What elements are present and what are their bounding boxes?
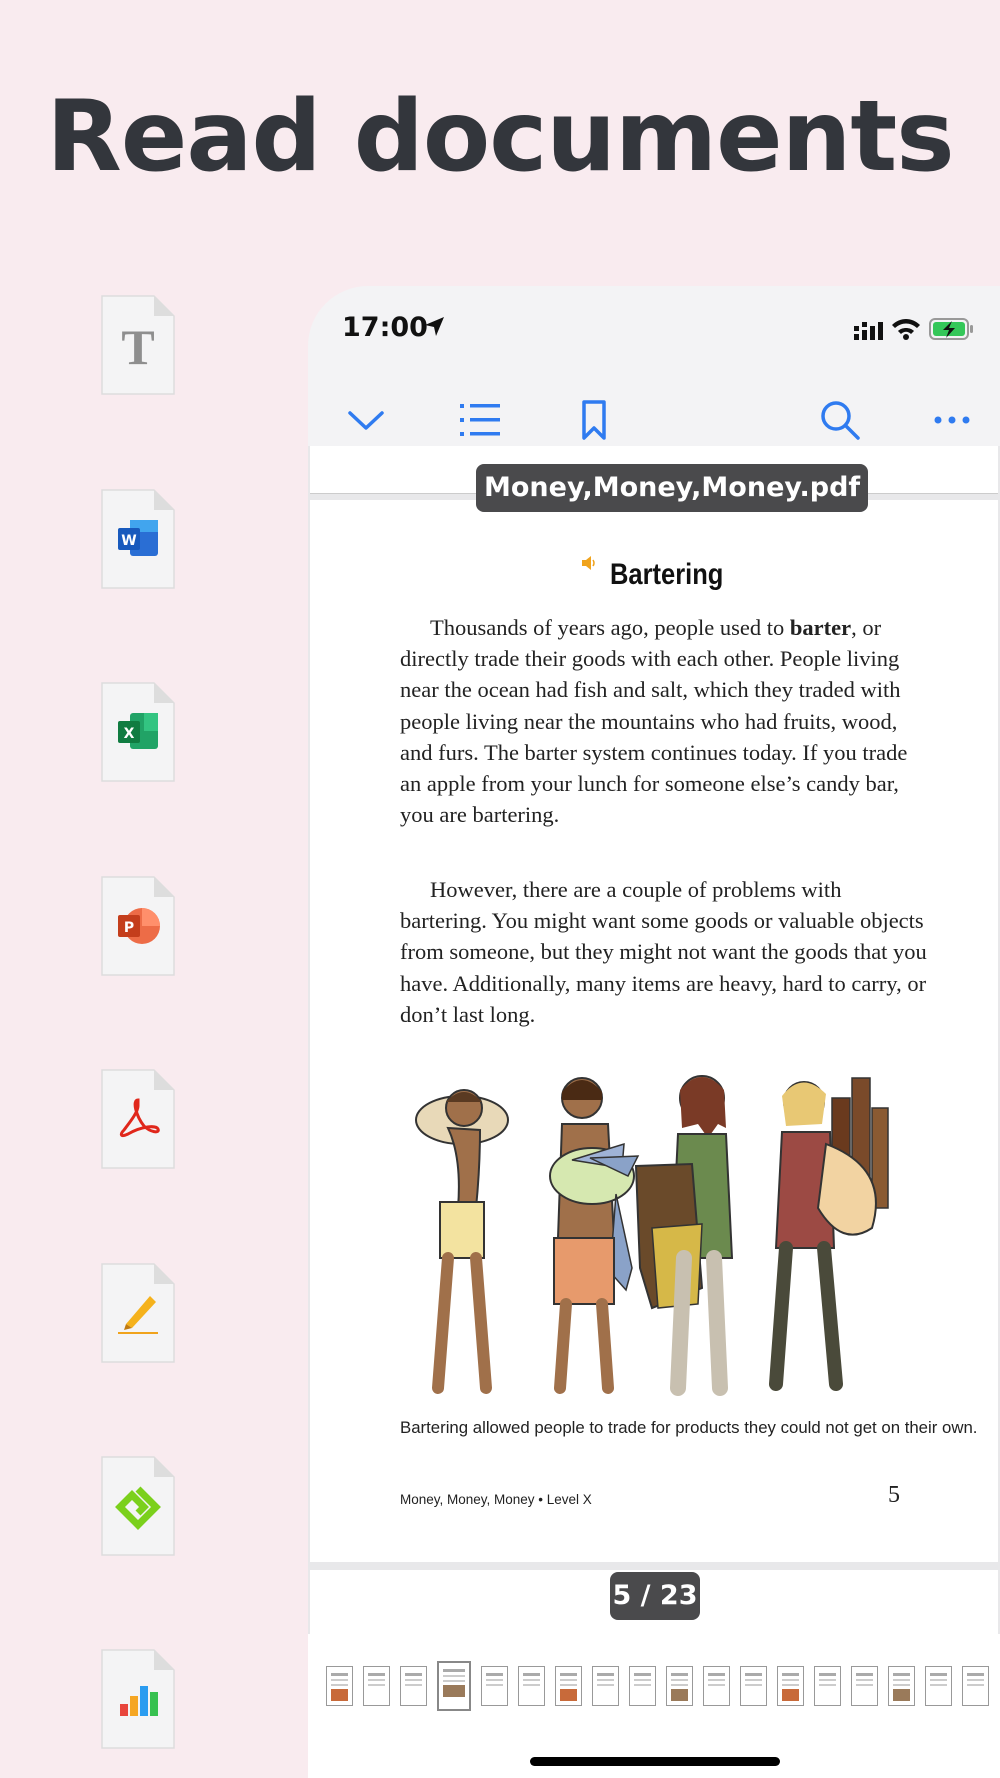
- phone-screen: [308, 286, 1000, 1778]
- page-thumbnail[interactable]: [740, 1666, 767, 1706]
- page-thumbnail[interactable]: [555, 1666, 582, 1706]
- page-thumbnail[interactable]: [666, 1666, 693, 1706]
- ellipsis-icon[interactable]: [928, 396, 976, 444]
- bookmark-icon[interactable]: [570, 396, 618, 444]
- page-counter: 5 / 23: [610, 1572, 700, 1620]
- list-icon[interactable]: [456, 396, 504, 444]
- page-thumbnail[interactable]: [481, 1666, 508, 1706]
- cellular-signal-icon: [854, 320, 886, 342]
- wifi-icon: [890, 316, 922, 340]
- excel-file-icon: [98, 679, 178, 785]
- chevron-down-icon[interactable]: [342, 396, 390, 444]
- thumbnail-strip: [308, 1634, 1000, 1778]
- status-time: 17:00: [342, 312, 428, 343]
- powerpoint-file-icon: [98, 873, 178, 979]
- epub-file-icon: [98, 1453, 178, 1559]
- document-viewer[interactable]: [308, 446, 1000, 1646]
- page-thumbnail[interactable]: [437, 1661, 471, 1711]
- bartering-illustration: [402, 1068, 922, 1414]
- svg-text:P: P: [123, 920, 135, 936]
- svg-text:X: X: [123, 726, 135, 742]
- page-thumbnail[interactable]: [814, 1666, 841, 1706]
- text-file-icon: [98, 292, 178, 398]
- page-thumbnail[interactable]: [888, 1666, 915, 1706]
- paragraph-1: Thousands of years ago, people used to barter, or directly trade their goods with each other. People living near the ocean had fish and salt, which they traded with people living near the mountains who had fruits, wood, and furs. The barter system continues today. If you trade an apple from your lunch for someone else’s candy bar, you are bartering.: [400, 615, 908, 828]
- pdf-page: [310, 500, 998, 1562]
- page-thumbnail[interactable]: [962, 1666, 989, 1706]
- page-thumbnail[interactable]: [400, 1666, 427, 1706]
- svg-text:T: T: [121, 319, 155, 375]
- page-thumbnail[interactable]: [592, 1666, 619, 1706]
- filename-label: Money,Money,Money.pdf: [476, 464, 868, 512]
- page-thumbnail[interactable]: [518, 1666, 545, 1706]
- page-thumbnail[interactable]: [326, 1666, 353, 1706]
- pages-file-icon: [98, 1260, 178, 1366]
- speaker-icon: [580, 554, 598, 572]
- svg-text:W: W: [121, 533, 137, 549]
- word-file-icon: [98, 486, 178, 592]
- paragraph-2: However, there are a couple of problems with bartering. You might want some goods or valuable objects from someone, but they might not want the goods that you have. Additionally, many items are heavy, hard to carry, or don’t last long.: [400, 877, 927, 1027]
- search-icon[interactable]: [816, 396, 864, 444]
- page-thumbnail[interactable]: [777, 1666, 804, 1706]
- page-thumbnail[interactable]: [851, 1666, 878, 1706]
- headline: Read documents: [46, 80, 954, 194]
- pdf-file-icon: [98, 1066, 178, 1172]
- battery-charging-icon: [928, 316, 976, 342]
- home-indicator: [530, 1757, 780, 1766]
- numbers-file-icon: [98, 1646, 178, 1752]
- status-bar: [342, 306, 1000, 350]
- page-number: 5: [888, 1482, 900, 1508]
- page-thumbnail[interactable]: [703, 1666, 730, 1706]
- page-thumbnail[interactable]: [925, 1666, 952, 1706]
- page-footer: Money, Money, Money • Level X: [400, 1492, 592, 1507]
- page-title: Bartering: [610, 558, 724, 591]
- location-arrow-icon: [422, 314, 448, 340]
- page-thumbnail[interactable]: [363, 1666, 390, 1706]
- page-thumbnail[interactable]: [629, 1666, 656, 1706]
- illustration-caption: Bartering allowed people to trade for products they could not get on their own.: [400, 1418, 978, 1437]
